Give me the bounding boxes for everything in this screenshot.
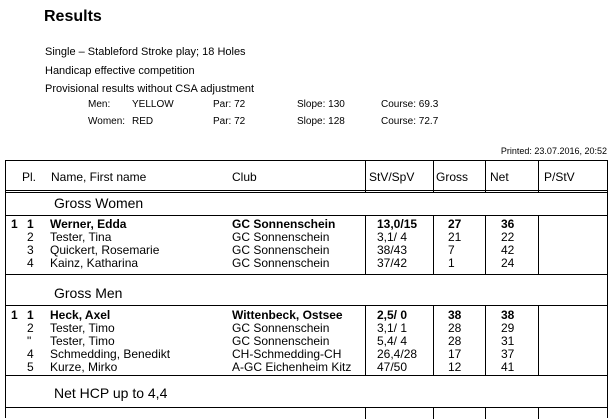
net-score: 29 xyxy=(501,321,515,335)
net-score: 36 xyxy=(501,217,515,231)
club-name: GC Sonnenschein xyxy=(232,217,336,231)
printed-timestamp: Printed: 23.07.2016, 20:52 xyxy=(500,146,607,156)
place: 2 xyxy=(27,321,34,335)
gross-score: 1 xyxy=(448,256,455,270)
gross-score: 7 xyxy=(448,243,455,257)
place-group: 1 xyxy=(11,217,18,231)
player-name: Tester, Tina xyxy=(50,230,112,244)
table-row xyxy=(6,361,607,374)
place-group: 1 xyxy=(11,308,18,322)
net-score: 42 xyxy=(501,243,515,257)
net-score: 37 xyxy=(501,347,515,361)
tee-label: Men: xyxy=(88,99,111,110)
stv-spv-value: 5,4/ 4 xyxy=(377,334,408,348)
tee-slope: Slope: 128 xyxy=(297,116,345,127)
tee-label: Women: xyxy=(88,116,126,127)
col-header-p-stv: P/StV xyxy=(544,170,575,184)
col-header-gross: Gross xyxy=(436,170,469,184)
player-name: Kurze, Mirko xyxy=(50,360,118,374)
tee-color: YELLOW xyxy=(132,99,174,110)
player-name: Tester, Timo xyxy=(50,321,115,335)
section-title: Net HCP up to 4,4 xyxy=(54,385,168,401)
tee-course: Course: 69.3 xyxy=(381,99,439,110)
stv-spv-value: 3,1/ 1 xyxy=(377,321,408,335)
place: 3 xyxy=(27,243,34,257)
gross-score: 21 xyxy=(448,230,462,244)
club-name: CH-Schmedding-CH xyxy=(232,347,342,361)
section-title: Gross Women xyxy=(54,195,144,211)
col-header-place: Pl. xyxy=(22,170,37,184)
gross-score: 28 xyxy=(448,334,462,348)
stv-spv-value: 2,5/ 0 xyxy=(377,308,408,322)
stv-spv-value: 38/43 xyxy=(377,243,408,257)
player-name: Kainz, Katharina xyxy=(50,256,139,270)
col-header-club: Club xyxy=(232,170,257,184)
tee-course: Course: 72.7 xyxy=(381,116,439,127)
stv-spv-value: 26,4/28 xyxy=(377,347,418,361)
net-score: 38 xyxy=(501,308,515,322)
place: 2 xyxy=(27,230,34,244)
page-title: Results xyxy=(44,8,102,25)
col-header-name: Name, First name xyxy=(51,170,147,184)
gross-score: 17 xyxy=(448,347,462,361)
club-name: A-GC Eichenheim Kitz xyxy=(232,360,352,374)
place: 1 xyxy=(27,308,34,322)
stv-spv-value: 3,1/ 4 xyxy=(377,230,408,244)
competition-type: Handicap effective competition xyxy=(45,65,195,77)
competition-format: Single – Stableford Stroke play; 18 Holes xyxy=(45,46,246,58)
section-title: Gross Men xyxy=(54,285,123,301)
club-name: GC Sonnenschein xyxy=(232,321,330,335)
gross-score: 12 xyxy=(448,360,462,374)
player-name: Quickert, Rosemarie xyxy=(50,243,160,257)
player-name: Werner, Edda xyxy=(50,217,127,231)
stv-spv-value: 37/42 xyxy=(377,256,408,270)
results-table xyxy=(5,160,608,418)
gross-score: 28 xyxy=(448,321,462,335)
club-name: GC Sonnenschein xyxy=(232,334,330,348)
gross-score: 27 xyxy=(448,217,462,231)
gross-score: 38 xyxy=(448,308,462,322)
col-header-net: Net xyxy=(490,170,509,184)
tee-par: Par: 72 xyxy=(213,99,246,110)
net-score: 41 xyxy=(501,360,515,374)
place: " xyxy=(27,334,32,348)
results-status: Provisional results without CSA adjustment xyxy=(45,83,255,95)
tee-color: RED xyxy=(132,116,154,127)
table-row xyxy=(6,257,607,270)
net-score: 31 xyxy=(501,334,515,348)
tee-slope: Slope: 130 xyxy=(297,99,345,110)
player-name: Schmedding, Benedikt xyxy=(50,347,171,361)
place: 1 xyxy=(27,217,34,231)
place: 4 xyxy=(27,256,34,270)
stv-spv-value: 13,0/15 xyxy=(377,217,418,231)
tee-par: Par: 72 xyxy=(213,116,246,127)
net-score: 22 xyxy=(501,230,515,244)
club-name: GC Sonnenschein xyxy=(232,256,330,270)
col-header-stv-spv: StV/SpV xyxy=(369,170,415,184)
club-name: GC Sonnenschein xyxy=(232,243,330,257)
club-name: Wittenbeck, Ostsee xyxy=(232,308,343,322)
place: 4 xyxy=(27,347,34,361)
club-name: GC Sonnenschein xyxy=(232,230,330,244)
stv-spv-value: 47/50 xyxy=(377,360,408,374)
player-name: Tester, Timo xyxy=(50,334,115,348)
net-score: 24 xyxy=(501,256,515,270)
player-name: Heck, Axel xyxy=(50,308,111,322)
place: 5 xyxy=(27,360,34,374)
